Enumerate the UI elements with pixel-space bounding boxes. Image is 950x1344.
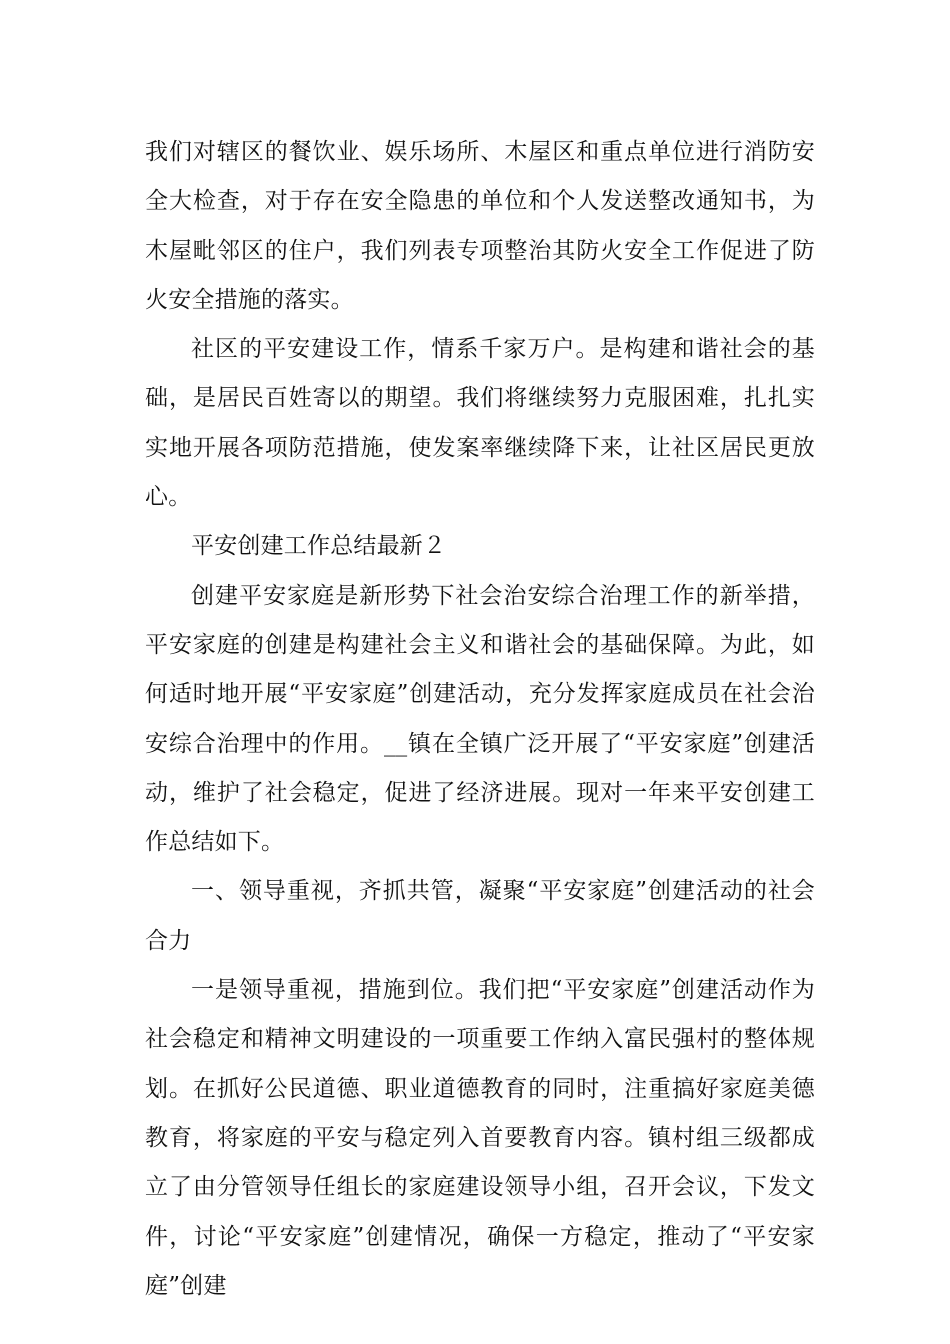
- document-body: [145, 128, 815, 1311]
- paragraph-fire-safety: 我们对辖区的餐饮业、娱乐场所、木屋区和重点单位进行消防安全大检查，对于存在安全隐患的单位和个人发送整改通知书，为木屋毗邻区的住户，我们列表专项整治其防火安全工作促进了防火安全措施的落实。: [145, 139, 815, 313]
- paragraph-community-safety: 社区的平安建设工作，情系千家万户。是构建和谐社会的基础，是居民百姓寄以的期望。我们将继续努力克服困难，扎扎实实地开展各项防范措施，使发案率继续降下来，让社区居民更放心。: [145, 336, 815, 511]
- paragraph-safe-family-intro: 创建平安家庭是新形势下社会治安综合治理工作的新举措，平安家庭的创建是构建社会主义和谐社会的基础保障。为此，如何适时地开展“平安家庭”创建活动，充分发挥家庭成员在社会治安综合治理中的作用。__镇在全镇广泛开展了“平安家庭”创建活动，维护了社会稳定，促进了经济进展。现对一年来平安创建工作总结如下。: [145, 582, 815, 856]
- subheading-leadership: 一、领导重视，齐抓共管，凝聚“平安家庭”创建活动的社会合力: [145, 878, 815, 954]
- section-title: 平安创建工作总结最新２: [191, 533, 447, 560]
- paragraph-leadership-measures: 一是领导重视，措施到位。我们把“平安家庭”创建活动作为社会稳定和精神文明建设的一项重要工作纳入富民强村的整体规划。在抓好公民道德、职业道德教育的同时，注重搞好家庭美德教育，将家庭的平安与稳定列入首要教育内容。镇村组三级都成立了由分管领导任组长的家庭建设领导小组，召开会议，下发文件，讨论“平安家庭”创建情况，确保一方稳定，推动了“平安家庭”创建: [145, 977, 815, 1299]
